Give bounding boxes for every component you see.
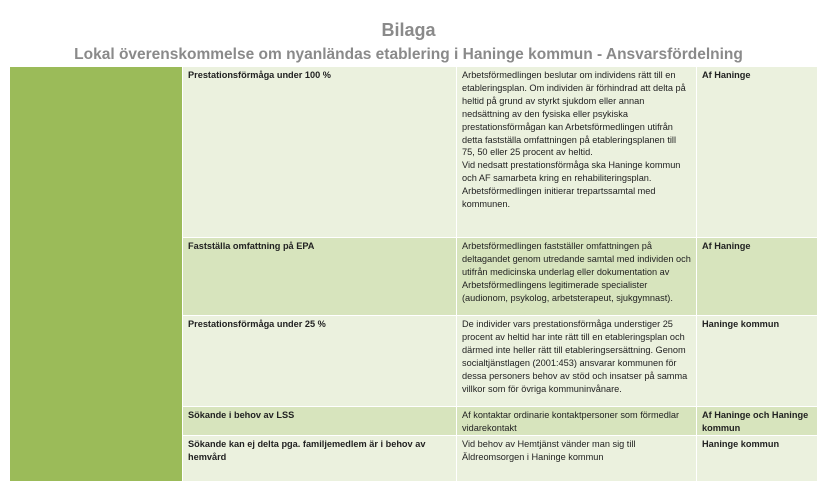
side-band: [10, 67, 183, 482]
description-cell: [457, 67, 697, 238]
document-title: Bilaga: [0, 20, 817, 41]
responsible-cell: Af Haninge och Haninge kommun: [697, 407, 817, 436]
description-cell: Vid behov av Hemtjänst vänder man sig till Äldreomsorgen i Haninge kommun: [457, 435, 697, 481]
description-cell: Arbetsförmedlingen fastställer omfattningen på deltagandet genom utredande samtal med individen och utifrån medicinska underlag eller dokumentation av Arbetsförmedlingens legitimerade specialister (audionom, psykolog, arbetsterapeut, sjukgymnast).: [457, 238, 697, 316]
responsibility-table: [9, 66, 817, 482]
topic-cell: Sökande i behov av LSS: [183, 407, 457, 436]
topic-cell: Prestationsförmåga under 25 %: [183, 316, 457, 407]
description-cell: De individer vars prestationsförmåga understiger 25 procent av heltid har inte rätt till en etableringsplan och därmed inte heller rätt till etableringsersättning. Genom socialtjänstlagen (2001:453) ansvarar kommunen för dessa personers behov av stöd och insatser på samma villkor som för övriga kommuninvånare.: [457, 316, 697, 407]
document-subtitle: Lokal överenskommelse om nyanländas etablering i Haninge kommun - Ansvarsfördelning: [0, 46, 817, 64]
description-text-2: Vid nedsatt prestationsförmåga ska Haninge kommun och AF samarbeta kring en rehabiliteringsplan. Arbetsförmedlingen initierar trepartssamtal med kommunen.: [462, 159, 691, 211]
responsible-cell: Af Haninge: [697, 238, 817, 316]
topic-cell: Sökande kan ej delta pga. familjemedlem är i behov av hemvård: [183, 435, 457, 481]
responsible-cell: Af Haninge: [697, 67, 817, 238]
description-cell: Af kontaktar ordinarie kontaktpersoner som förmedlar vidarekontakt: [457, 407, 697, 436]
responsible-cell: Haninge kommun: [697, 316, 817, 407]
topic-cell: Prestationsförmåga under 100 %: [183, 67, 457, 238]
description-text: Arbetsförmedlingen beslutar om individens rätt till en etableringsplan. Om individen är förhindrad att delta på heltid på grund av styrkt sjukdom eller annan nedsättning av den fysiska eller psykiska prestationsförmågan kan Arbetsförmedlingen utifrån detta fastställa omfattningen på etableringsplanen till 75, 50 eller 25 procent av heltid.: [462, 69, 691, 159]
topic-cell: Fastställa omfattning på EPA: [183, 238, 457, 316]
responsible-cell: Haninge kommun: [697, 435, 817, 481]
table-row: [10, 67, 817, 238]
